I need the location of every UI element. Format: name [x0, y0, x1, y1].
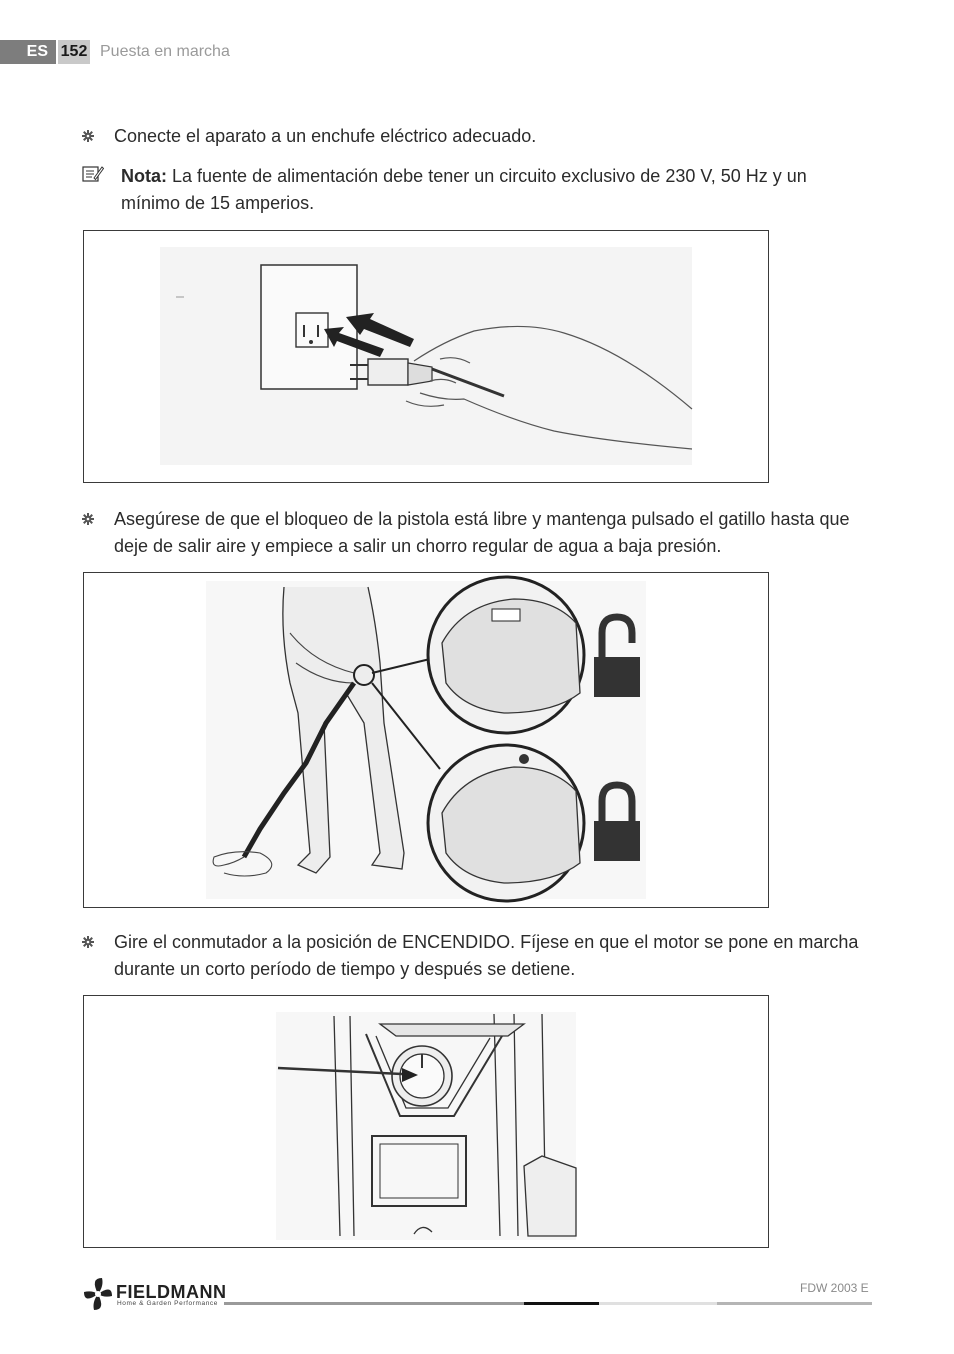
page-number: 152	[58, 40, 90, 64]
gun-lock-illustration	[84, 573, 768, 907]
note-label: Nota:	[121, 166, 167, 186]
gear-bullet-icon	[82, 936, 94, 948]
footer-rule-accent	[524, 1302, 599, 1305]
note-line-2: mínimo de 15 amperios.	[121, 193, 315, 213]
footer-rule-end	[717, 1302, 872, 1305]
fan-logo-icon	[82, 1276, 114, 1312]
brand-tagline: Home & Garden Performance	[117, 1300, 218, 1307]
language-tab: ES	[0, 40, 56, 64]
plug-socket-illustration	[84, 231, 768, 482]
figure-plug-socket	[83, 230, 769, 483]
padlock-closed-icon	[592, 781, 642, 865]
figure-power-switch	[83, 995, 769, 1248]
figure-gun-lock	[83, 572, 769, 908]
section-title: Puesta en marcha	[100, 43, 230, 60]
footer-rule-light	[599, 1302, 717, 1305]
note-icon	[82, 164, 104, 184]
note-text: La fuente de alimentación debe tener un circuito exclusivo de 230 V, 50 Hz y un	[167, 166, 807, 186]
step-text: durante un corto período de tiempo y después se detiene.	[114, 959, 576, 979]
step-text: deje de salir aire y empiece a salir un chorro regular de agua a baja presión.	[114, 536, 722, 556]
step-text: Conecte el aparato a un enchufe eléctrico adecuado.	[114, 126, 537, 146]
power-switch-illustration	[84, 996, 768, 1247]
padlock-open-icon	[592, 613, 642, 699]
step-text: Asegúrese de que el bloqueo de la pistola está libre y mantenga pulsado el gatillo hasta que	[114, 509, 850, 529]
gear-bullet-icon	[82, 513, 94, 525]
footer-rule	[224, 1302, 524, 1305]
brand-name: FIELDMANN	[116, 1282, 227, 1302]
note-line-1	[121, 163, 807, 190]
gear-bullet-icon	[82, 130, 94, 142]
step-text: Gire el conmutador a la posición de ENCENDIDO. Fíjese en que el motor se pone en marcha	[114, 932, 859, 952]
model-number: FDW 2003 E	[800, 1281, 869, 1295]
